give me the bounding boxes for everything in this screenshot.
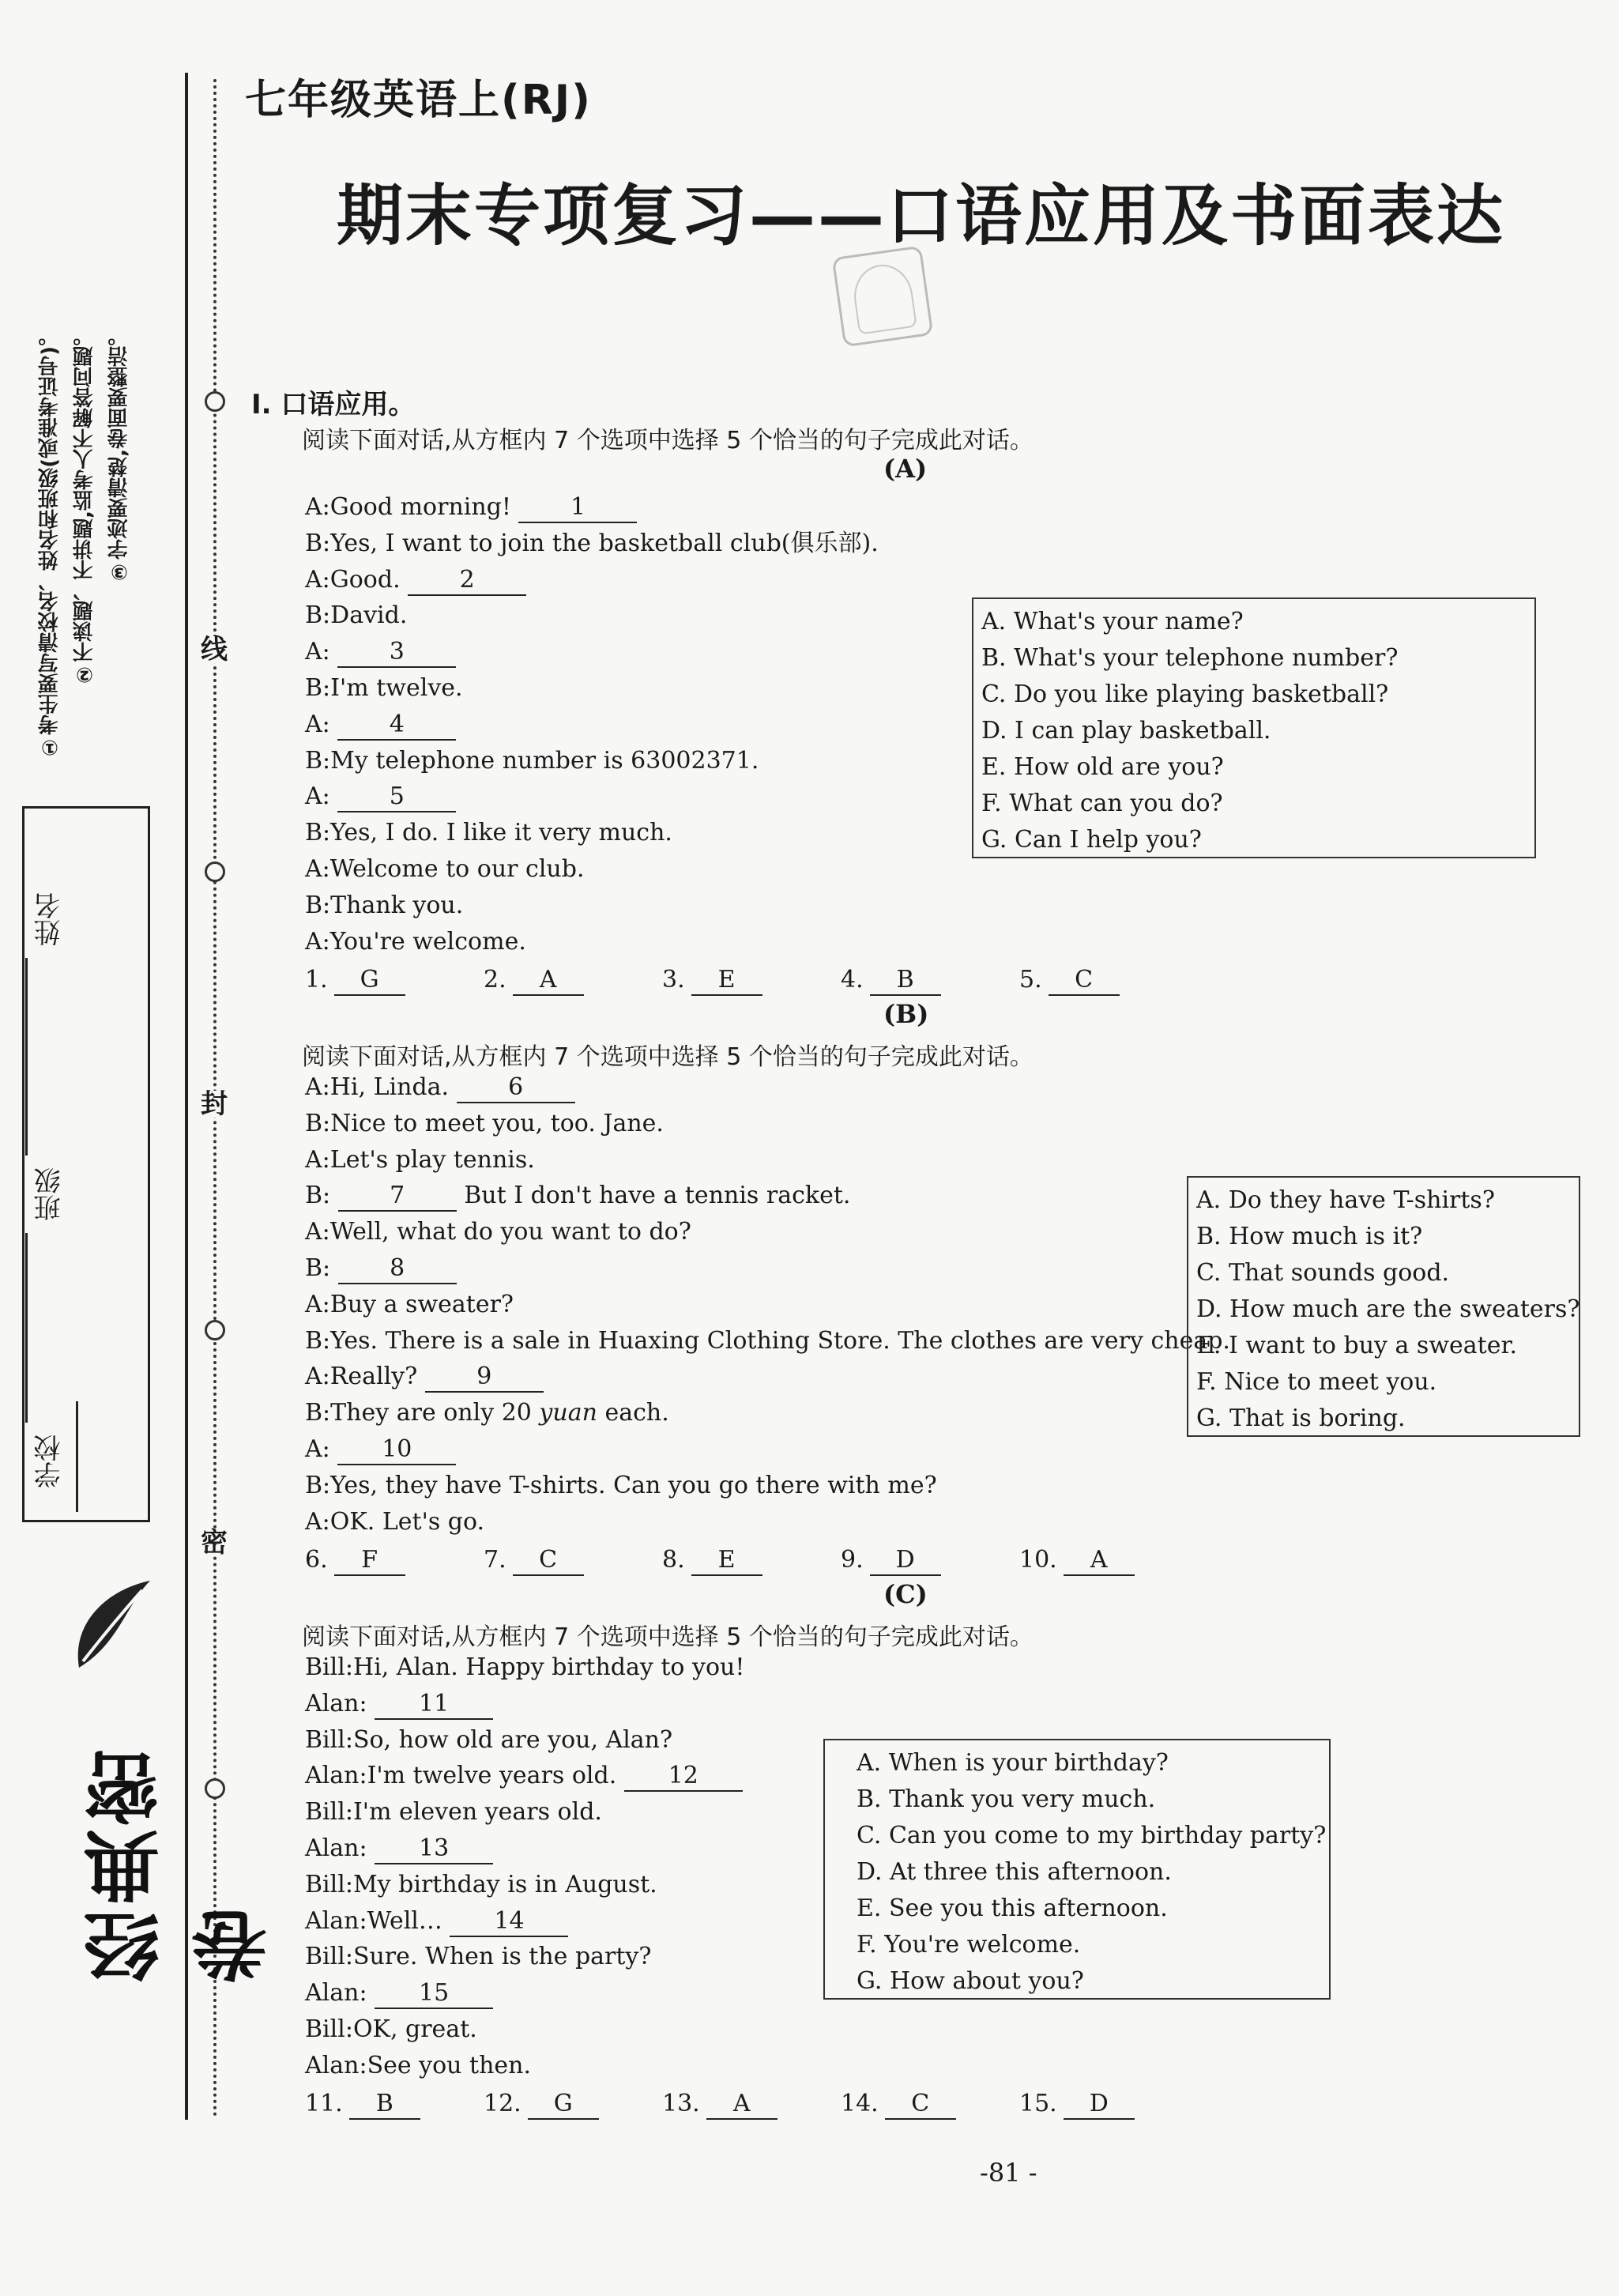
line-text: Alan:See you then. (305, 2051, 532, 2079)
dialogue-line (305, 1506, 484, 1538)
dialogue-line (305, 1652, 744, 1683)
line-text: A:Hi, Linda. (305, 1073, 457, 1101)
dialogue-line (305, 1470, 937, 1502)
option-item: D. I can play basketball. (981, 717, 1271, 745)
line-text: A:OK. Let's go. (305, 1507, 485, 1536)
answer-item (305, 966, 405, 996)
option-item: G. Can I help you? (981, 826, 1202, 854)
dialogue-line (305, 1688, 493, 1720)
option-item: B. How much is it? (1196, 1223, 1423, 1250)
answer-value[interactable]: A (706, 2091, 777, 2120)
answer-blank[interactable]: 9 (425, 1364, 544, 1393)
seal-char-line: 线 (201, 634, 228, 665)
answer-value[interactable]: F (334, 1548, 405, 1576)
answer-value[interactable]: G (528, 2091, 599, 2120)
class-field[interactable] (24, 958, 28, 1156)
line-text: A: (305, 710, 338, 738)
line-text: B:Nice to meet you, too. Jane. (305, 1109, 664, 1137)
answer-number: 1. (305, 966, 328, 993)
answer-number: 7. (484, 1546, 506, 1574)
instruction-a: 阅读下面对话,从方框内 7 个选项中选择 5 个恰当的句子完成此对话。 (302, 427, 1034, 454)
dialogue-line (305, 890, 463, 922)
answer-blank[interactable]: 14 (450, 1909, 568, 1937)
line-text: A:Welcome to our club. (305, 855, 585, 883)
part-b-options-box (1187, 1176, 1580, 1437)
note-1: ①考生要写清校名、姓名和班级(或准考证号)。 (38, 326, 62, 759)
part-a-options-box (972, 598, 1536, 858)
part-b-label: (B) (883, 999, 929, 1029)
page-number: -81 - (980, 2158, 1037, 2188)
option-item: B. What's your telephone number? (981, 644, 1399, 672)
line-text: B:Yes, they have T-shirts. Can you go there with me? (305, 1471, 937, 1499)
answer-value[interactable]: B (349, 2091, 420, 2120)
answer-blank[interactable]: 6 (457, 1075, 575, 1103)
answer-number: 2. (484, 966, 506, 993)
line-text: B:Yes, I want to join the basketball club(俱乐部). (305, 529, 879, 557)
line-text: A:You're welcome. (305, 927, 526, 956)
line-text: B: (305, 1182, 338, 1210)
dialogue-line (305, 1325, 1230, 1357)
answer-item (305, 1546, 405, 1576)
answer-value[interactable]: A (513, 967, 584, 996)
answer-item (662, 2090, 777, 2120)
option-item: F. Nice to meet you. (1196, 1368, 1437, 1396)
answer-blank[interactable]: 5 (337, 784, 456, 812)
answer-blank[interactable]: 7 (338, 1183, 457, 1212)
seal-char-secret: 密 (201, 1527, 228, 1559)
answer-blank[interactable]: 2 (408, 567, 526, 596)
line-text: Alan: (305, 1834, 375, 1862)
answer-item (305, 2090, 420, 2120)
dialogue-line (305, 1397, 669, 1429)
dialogue-line (305, 817, 672, 849)
line-text: Bill:My birthday is in August. (305, 1870, 657, 1898)
answer-blank[interactable]: 12 (624, 1763, 743, 1792)
line-text: But I don't have a tennis racket. (456, 1182, 851, 1210)
line-text: Bill:I'm eleven years old. (305, 1798, 602, 1827)
class-label: 班级 (34, 1167, 66, 1221)
answer-number: 3. (662, 966, 685, 993)
answer-value[interactable]: C (1049, 967, 1120, 996)
part-a-label: (A) (883, 454, 928, 484)
section-heading: Ⅰ. 口语应用。 (251, 389, 416, 420)
dialogue-line (305, 1108, 664, 1140)
answer-value[interactable]: B (870, 967, 941, 996)
line-text: A:Let's play tennis. (305, 1145, 535, 1174)
dialogue-line (305, 1253, 457, 1284)
dialogue-line (305, 1072, 575, 1103)
option-item: E. See you this afternoon. (857, 1894, 1168, 1922)
instruction-c: 阅读下面对话,从方框内 7 个选项中选择 5 个恰当的句子完成此对话。 (302, 1623, 1034, 1651)
line-text: Bill:Hi, Alan. Happy birthday to you! (305, 1653, 745, 1681)
answer-blank[interactable]: 15 (375, 1981, 493, 2009)
line-text: A: (305, 782, 338, 811)
option-item: C. Do you like playing basketball? (981, 681, 1389, 708)
name-field[interactable] (75, 1401, 78, 1512)
answer-item (1019, 2090, 1135, 2120)
line-text: A: (305, 1435, 338, 1463)
option-item: A. When is your birthday? (857, 1749, 1169, 1777)
answer-value[interactable]: C (513, 1548, 584, 1576)
answer-blank[interactable]: 8 (338, 1256, 457, 1284)
grade-label: 七年级英语上(RJ) (245, 77, 592, 124)
dialogue-line (305, 1144, 535, 1176)
line-text: Alan: (305, 1979, 375, 2008)
dialogue-line (305, 636, 456, 668)
dialogue-line (305, 1869, 657, 1901)
line-text: B: (305, 1254, 338, 1282)
answer-blank[interactable]: 4 (337, 712, 456, 741)
dialogue-line (305, 673, 463, 704)
dialogue-line (305, 1906, 568, 1937)
dialogue-line (305, 781, 456, 812)
option-item: E. How old are you? (981, 753, 1224, 781)
name-label: 姓名 (34, 892, 66, 946)
option-item: G. How about you? (857, 1967, 1084, 1995)
part-c-label: (C) (883, 1579, 928, 1609)
seal-char-seal: 封 (201, 1088, 228, 1120)
answer-value[interactable]: D (1064, 2091, 1135, 2120)
answer-number: 4. (841, 966, 864, 993)
dialogue-line (305, 564, 526, 596)
line-text: B:My telephone number is 63002371. (305, 746, 759, 775)
student-info-fields (24, 809, 148, 1520)
dialogue-line (305, 528, 879, 560)
line-text: B:Thank you. (305, 891, 464, 919)
option-item: A. Do they have T-shirts? (1196, 1186, 1495, 1214)
exam-notes (40, 326, 142, 808)
answer-item (841, 1546, 941, 1576)
answer-item (484, 1546, 584, 1576)
answer-number: 13. (662, 2090, 700, 2117)
option-item: A. What's your name? (981, 608, 1244, 635)
answer-blank[interactable]: 13 (375, 1836, 493, 1864)
line-text: A:Really? (305, 1363, 425, 1391)
line-text: A: (305, 638, 338, 666)
line-text: Bill:So, how old are you, Alan? (305, 1725, 673, 1754)
answer-number: 14. (841, 2090, 879, 2117)
option-item: B. Thank you very much. (857, 1785, 1156, 1813)
part-c-options-box (823, 1739, 1331, 2000)
hole-mark (205, 1320, 225, 1340)
brand-logo (24, 1573, 280, 1984)
note-3: ③字迹要清楚,卷面要整洁。 (107, 326, 131, 583)
dialogue-line (305, 1289, 514, 1321)
answer-item (662, 1546, 762, 1576)
student-info-box (22, 806, 150, 1522)
answer-item (662, 966, 762, 996)
line-text: A:Well, what do you want to do? (305, 1218, 691, 1246)
dialogue-line (305, 2050, 531, 2082)
line-text: Bill:Sure. When is the party? (305, 1943, 652, 1971)
answer-number: 8. (662, 1546, 685, 1574)
dialogue-line (305, 1796, 602, 1828)
line-text: B:Yes, I do. I like it very much. (305, 819, 672, 847)
answer-value[interactable]: G (334, 967, 405, 996)
dialogue-line (305, 926, 526, 958)
brand-leaf-icon (63, 1573, 158, 1676)
watermark-stamp-icon (832, 246, 934, 348)
dialogue-line (305, 1941, 651, 1973)
dialogue-line (305, 1977, 493, 2009)
option-item: C. Can you come to my birthday party? (857, 1822, 1327, 1849)
school-field[interactable] (24, 1233, 28, 1423)
line-text: B:Yes. There is a sale in Huaxing Clothing Store. The clothes are very cheap. (305, 1326, 1230, 1355)
dialogue-line (305, 1833, 493, 1864)
line-text: A:Buy a sweater? (305, 1290, 514, 1318)
answer-value[interactable]: E (691, 1548, 762, 1576)
answer-number: 15. (1019, 2090, 1057, 2117)
answer-number: 12. (484, 2090, 521, 2117)
answer-blank[interactable]: 3 (337, 639, 456, 668)
option-item: G. That is boring. (1196, 1404, 1406, 1432)
brand-text: 经典密卷 (83, 1747, 280, 1984)
line-text: A:Good morning! (305, 493, 519, 521)
dialogue-line (305, 1760, 743, 1792)
hole-mark (205, 861, 225, 882)
answer-item (484, 966, 584, 996)
school-label: 学校 (34, 1435, 66, 1488)
dialogue-line (305, 600, 407, 631)
hole-mark (205, 391, 225, 412)
line-text: each. (597, 1399, 669, 1427)
page-title: 期末专项复习——口语应用及书面表达 (337, 177, 1506, 254)
dialogue-line (305, 709, 456, 741)
dialogue-line (305, 1180, 850, 1212)
answer-number: 9. (841, 1546, 864, 1574)
answer-value[interactable]: D (870, 1548, 941, 1576)
dialogue-line (305, 854, 584, 885)
answer-number: 5. (1019, 966, 1042, 993)
answer-blank[interactable]: 1 (518, 495, 637, 523)
dialogue-line (305, 1361, 544, 1393)
answer-number: 6. (305, 1546, 328, 1574)
instruction-b: 阅读下面对话,从方框内 7 个选项中选择 5 个恰当的句子完成此对话。 (302, 1043, 1034, 1071)
answer-item (1019, 966, 1120, 996)
line-text: Alan:I'm twelve years old. (305, 1762, 624, 1790)
answer-blank[interactable]: 10 (337, 1437, 456, 1465)
option-item: E. I want to buy a sweater. (1196, 1332, 1518, 1359)
note-2: ②不读题、不讲题,监考人不解答问题。 (73, 326, 96, 686)
answer-value[interactable]: E (691, 967, 762, 996)
line-text: Alan:Well… (305, 1906, 450, 1935)
option-item: D. How much are the sweaters? (1196, 1295, 1580, 1323)
dialogue-line (305, 1725, 672, 1756)
line-italic: yuan (539, 1399, 597, 1427)
dialogue-line (305, 745, 759, 777)
line-text: B:They are only 20 (305, 1399, 540, 1427)
answer-number: 11. (305, 2090, 343, 2117)
answer-item (841, 2090, 956, 2120)
answer-value[interactable]: C (885, 2091, 956, 2120)
answer-item (1019, 1546, 1135, 1576)
option-item: C. That sounds good. (1196, 1259, 1450, 1287)
dialogue-line (305, 1216, 691, 1248)
answer-item (484, 2090, 599, 2120)
dialogue-line (305, 492, 637, 523)
option-item: D. At three this afternoon. (857, 1858, 1172, 1886)
option-item: F. You're welcome. (857, 1931, 1081, 1959)
option-item: F. What can you do? (981, 790, 1223, 817)
line-text: B:I'm twelve. (305, 674, 463, 702)
line-text: A:Good. (305, 565, 409, 594)
line-text: Bill:OK, great. (305, 2015, 477, 2043)
dialogue-line (305, 2014, 477, 2045)
line-text: Alan: (305, 1689, 375, 1717)
line-text: B:David. (305, 601, 408, 630)
dialogue-line (305, 1434, 456, 1465)
answer-value[interactable]: A (1064, 1548, 1135, 1576)
answer-blank[interactable]: 11 (375, 1691, 493, 1720)
answer-number: 10. (1019, 1546, 1057, 1574)
answer-item (841, 966, 941, 996)
